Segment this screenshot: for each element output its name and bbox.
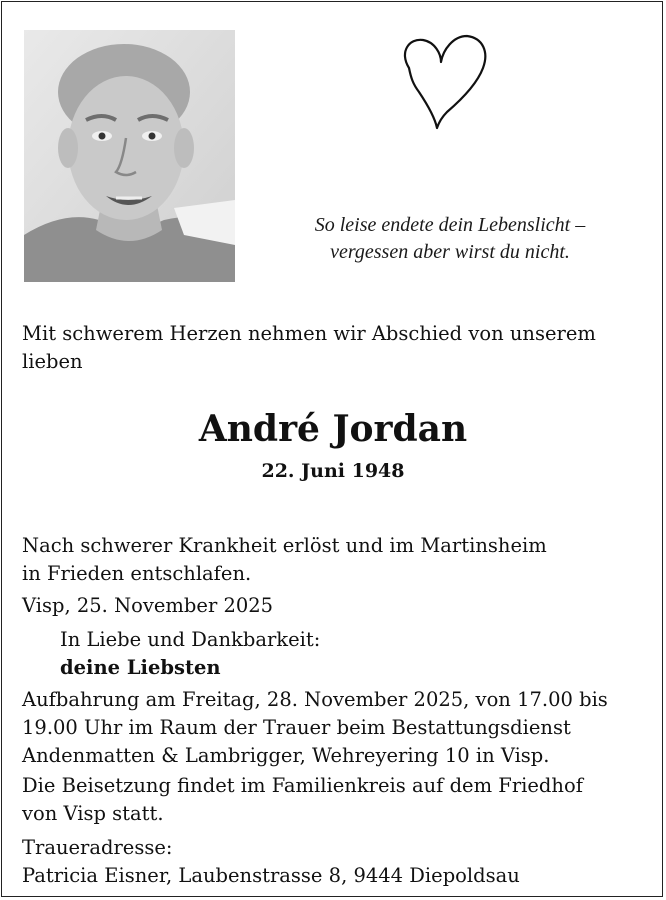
signature-line-2: deine Liebsten (60, 656, 221, 679)
signature-line-1: In Liebe und Dankbarkeit: (60, 628, 321, 651)
address-label: Traueradresse: (22, 836, 173, 859)
viewing-line-2: 19.00 Uhr im Raum der Trauer beim Bestattungsdienst (22, 716, 571, 739)
birth-date: 22. Juni 1948 (261, 460, 405, 482)
burial-info (22, 772, 642, 828)
address-value: Patricia Eisner, Laubenstrasse 8, 9444 Diepoldsau (22, 864, 520, 887)
quote-line-1: So leise endete dein Lebenslicht – (314, 214, 586, 236)
portrait-photo (24, 30, 235, 282)
intro-line-1: Mit schwerem Herzen nehmen wir Abschied von unserem (22, 322, 596, 345)
intro-text (22, 320, 622, 376)
death-notice-line-1: Nach schwerer Krankheit erlöst und im Martinsheim (22, 534, 547, 557)
deceased-name: André Jordan (198, 408, 468, 450)
viewing-info (22, 686, 642, 770)
signature-block (60, 626, 666, 682)
memorial-quote (270, 212, 630, 266)
viewing-line-1: Aufbahrung am Freitag, 28. November 2025, von 17.00 bis (22, 688, 608, 711)
quote-line-2: vergessen aber wirst du nicht. (330, 241, 570, 263)
death-notice-line-2: in Frieden entschlafen. (22, 562, 252, 585)
burial-line-2: von Visp statt. (22, 802, 164, 825)
burial-line-1: Die Beisetzung findet im Familienkreis auf dem Friedhof (22, 774, 583, 797)
heart-outline-icon (395, 32, 490, 132)
death-notice (22, 532, 642, 588)
viewing-line-3: Andenmatten & Lambrigger, Wehreyering 10 in Visp. (22, 744, 550, 767)
intro-line-2: lieben (22, 350, 83, 373)
place-date: Visp, 25. November 2025 (22, 594, 274, 617)
mourning-address (22, 834, 642, 890)
